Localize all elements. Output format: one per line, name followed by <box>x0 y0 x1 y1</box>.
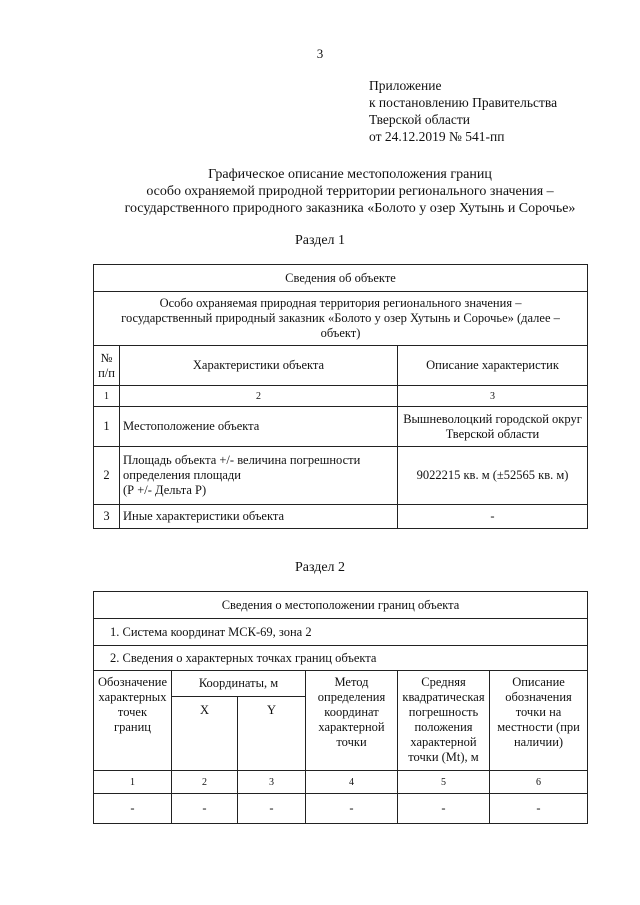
title-line: особо охраняемой природной территории регионального значения – <box>146 184 554 199</box>
table-title: Сведения о местоположении границ объекта <box>94 592 588 619</box>
table-cell: - <box>172 794 238 824</box>
column-number: 6 <box>490 771 588 794</box>
row-characteristic: Площадь объекта +/- величина погрешности определения площади (Р +/- Дельта Р) <box>120 447 398 505</box>
title-line: Графическое описание местоположения границ <box>208 167 492 182</box>
column-number: 1 <box>94 771 172 794</box>
object-info-table <box>93 264 588 529</box>
object-description: Особо охраняемая природная территория регионального значения – государственный природный заказник «Болото у озер Хутынь и Сорочье» (далее – объект) <box>94 292 588 346</box>
table-cell: - <box>490 794 588 824</box>
table-cell: - <box>306 794 398 824</box>
title-line: государственного природного заказника «Болото у озер Хутынь и Сорочье» <box>124 201 576 216</box>
appendix-line: Тверской области <box>369 112 470 127</box>
header-number: № п/п <box>94 346 120 386</box>
header-method: Метод определения координат характерной точки <box>306 671 398 771</box>
row-number: 2 <box>94 447 120 505</box>
header-accuracy: Средняя квадратическая погрешность положения характерной точки (Mt), м <box>398 671 490 771</box>
table-title: Сведения об объекте <box>94 265 588 292</box>
section2-heading: Раздел 2 <box>294 560 346 575</box>
header-x: X <box>172 697 238 771</box>
table-cell: - <box>94 794 172 824</box>
column-number: 4 <box>306 771 398 794</box>
appendix-line: к постановлению Правительства <box>369 95 558 110</box>
column-number: 5 <box>398 771 490 794</box>
row-characteristic: Иные характеристики объекта <box>120 505 398 529</box>
appendix-line: Приложение <box>369 78 442 93</box>
table-cell: - <box>238 794 306 824</box>
row-description: 9022215 кв. м (±52565 кв. м) <box>398 447 588 505</box>
appendix-block <box>369 77 557 145</box>
header-y: Y <box>238 697 306 771</box>
column-number: 2 <box>120 386 398 407</box>
column-number: 2 <box>172 771 238 794</box>
appendix-line: от 24.12.2019 № 541-пп <box>369 129 505 144</box>
table-cell: - <box>398 794 490 824</box>
row-number: 3 <box>94 505 120 529</box>
row-number: 1 <box>94 407 120 447</box>
row-description: Вышневолоцкий городской округ Тверской области <box>398 407 588 447</box>
row-characteristic: Местоположение объекта <box>120 407 398 447</box>
row-description: - <box>398 505 588 529</box>
header-coordinates: Координаты, м <box>172 671 306 697</box>
boundary-points-table <box>93 591 588 824</box>
header-designation: Обозначение характерных точек границ <box>94 671 172 771</box>
header-description: Описание характеристик <box>398 346 588 386</box>
column-number: 3 <box>398 386 588 407</box>
column-number: 1 <box>94 386 120 407</box>
header-characteristics: Характеристики объекта <box>120 346 398 386</box>
column-number: 3 <box>238 771 306 794</box>
page-number: 3 <box>316 46 324 61</box>
points-title: 2. Сведения о характерных точках границ объекта <box>94 646 588 671</box>
coordinate-system: 1. Система координат МСК-69, зона 2 <box>94 619 588 646</box>
section1-heading: Раздел 1 <box>294 233 346 248</box>
document-title <box>60 166 640 217</box>
header-location: Описание обозначения точки на местности (при наличии) <box>490 671 588 771</box>
